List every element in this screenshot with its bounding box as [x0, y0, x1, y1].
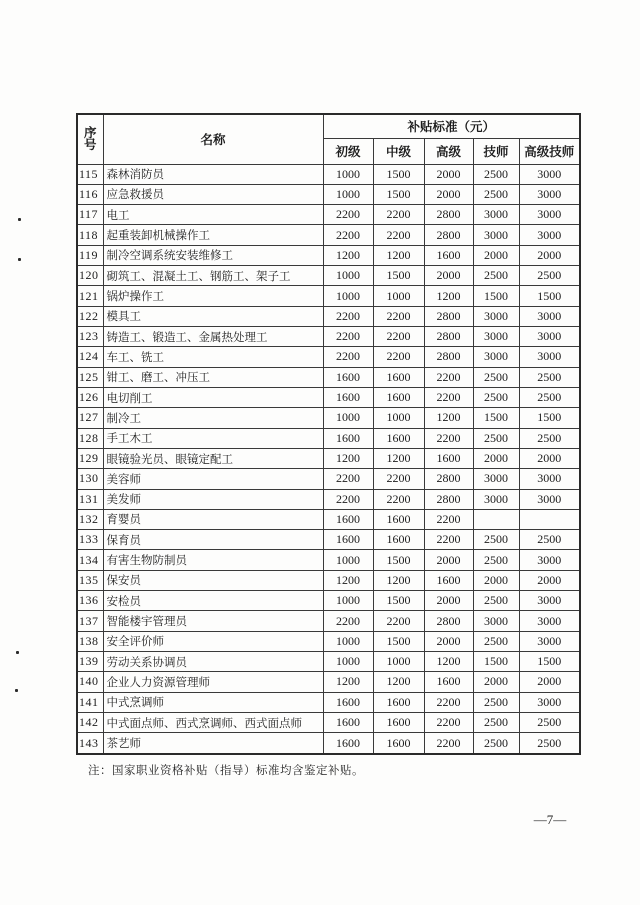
table-row — [77, 428, 580, 448]
row-subsidy-value: 2200 — [373, 489, 424, 509]
row-subsidy-value: 2800 — [424, 225, 473, 245]
row-subsidy-value: 2000 — [519, 570, 580, 590]
row-subsidy-value: 1000 — [323, 652, 373, 672]
row-occupation-name: 手工木工 — [103, 428, 323, 448]
row-subsidy-value: 2200 — [424, 733, 473, 754]
row-occupation-name: 森林消防员 — [103, 164, 323, 184]
row-subsidy-value: 3000 — [473, 225, 519, 245]
row-subsidy-value: 2500 — [473, 692, 519, 712]
table-row — [77, 205, 580, 225]
row-subsidy-value: 1600 — [323, 367, 373, 387]
row-subsidy-value: 1600 — [373, 692, 424, 712]
row-subsidy-value: 1600 — [323, 428, 373, 448]
row-subsidy-value: 1600 — [323, 530, 373, 550]
row-subsidy-value: 2000 — [424, 631, 473, 651]
row-subsidy-value: 1600 — [373, 733, 424, 754]
row-index: 124 — [77, 347, 103, 367]
row-subsidy-value: 3000 — [519, 550, 580, 570]
row-subsidy-value: 2500 — [473, 530, 519, 550]
header-level-technician: 技师 — [473, 138, 519, 164]
row-occupation-name: 中式烹调师 — [103, 692, 323, 712]
table-row — [77, 367, 580, 387]
row-subsidy-value: 1600 — [323, 387, 373, 407]
row-occupation-name: 车工、铣工 — [103, 347, 323, 367]
header-index-line2: 号 — [83, 138, 97, 153]
row-subsidy-value: 2500 — [473, 733, 519, 754]
row-subsidy-value: 1000 — [323, 550, 373, 570]
row-subsidy-value: 3000 — [519, 692, 580, 712]
row-subsidy-value: 2200 — [373, 347, 424, 367]
table-row — [77, 347, 580, 367]
header-row-group — [77, 114, 580, 138]
table-row — [77, 408, 580, 428]
row-subsidy-value: 1200 — [323, 672, 373, 692]
row-occupation-name: 中式面点师、西式烹调师、西式面点师 — [103, 712, 323, 732]
row-subsidy-value: 1200 — [323, 570, 373, 590]
table-row — [77, 611, 580, 631]
row-subsidy-value: 1500 — [473, 408, 519, 428]
row-subsidy-value: 2800 — [424, 327, 473, 347]
table-row — [77, 509, 580, 529]
row-index: 122 — [77, 306, 103, 326]
row-index: 133 — [77, 530, 103, 550]
row-subsidy-value: 1600 — [424, 570, 473, 590]
row-subsidy-value: 2500 — [519, 428, 580, 448]
row-occupation-name: 安全评价师 — [103, 631, 323, 651]
row-subsidy-value: 1200 — [323, 448, 373, 468]
row-subsidy-value: 2800 — [424, 469, 473, 489]
row-occupation-name: 锅炉操作工 — [103, 286, 323, 306]
row-subsidy-value: 3000 — [519, 631, 580, 651]
row-subsidy-value: 2000 — [424, 164, 473, 184]
row-subsidy-value: 2200 — [424, 428, 473, 448]
row-subsidy-value: 2000 — [519, 245, 580, 265]
row-subsidy-value: 2500 — [519, 530, 580, 550]
row-occupation-name: 钳工、磨工、冲压工 — [103, 367, 323, 387]
table-row — [77, 550, 580, 570]
table-row — [77, 245, 580, 265]
table-row — [77, 469, 580, 489]
row-index: 121 — [77, 286, 103, 306]
table-row — [77, 225, 580, 245]
table-row — [77, 184, 580, 204]
row-subsidy-value: 1000 — [323, 266, 373, 286]
row-subsidy-value: 2200 — [424, 387, 473, 407]
row-subsidy-value: 1500 — [373, 184, 424, 204]
row-subsidy-value: 2500 — [473, 367, 519, 387]
row-subsidy-value: 3000 — [473, 327, 519, 347]
row-subsidy-value: 2800 — [424, 205, 473, 225]
row-subsidy-value: 2800 — [424, 611, 473, 631]
row-subsidy-value: 2200 — [323, 489, 373, 509]
row-index: 132 — [77, 509, 103, 529]
row-subsidy-value: 3000 — [473, 347, 519, 367]
table-row — [77, 672, 580, 692]
row-subsidy-value: 1500 — [373, 266, 424, 286]
row-occupation-name: 电切削工 — [103, 387, 323, 407]
row-subsidy-value: 2000 — [519, 448, 580, 468]
row-occupation-name: 茶艺师 — [103, 733, 323, 754]
row-subsidy-value: 1200 — [424, 652, 473, 672]
table-row — [77, 712, 580, 732]
row-subsidy-value: 2500 — [473, 550, 519, 570]
row-index: 117 — [77, 205, 103, 225]
row-subsidy-value: 2500 — [473, 266, 519, 286]
row-subsidy-value: 2200 — [373, 327, 424, 347]
row-index: 131 — [77, 489, 103, 509]
row-subsidy-value: 3000 — [519, 591, 580, 611]
row-subsidy-value: 1500 — [373, 550, 424, 570]
row-index: 143 — [77, 733, 103, 754]
row-subsidy-value: 3000 — [519, 184, 580, 204]
scan-speck-dot — [18, 218, 21, 221]
header-level-advanced: 高级 — [424, 138, 473, 164]
row-subsidy-value: 1600 — [323, 509, 373, 529]
row-subsidy-value: 1600 — [373, 428, 424, 448]
row-index: 136 — [77, 591, 103, 611]
footnote: 注：国家职业资格补贴（指导）标准均含鉴定补贴。 — [88, 765, 364, 777]
row-subsidy-value: 1500 — [373, 591, 424, 611]
row-index: 141 — [77, 692, 103, 712]
row-subsidy-value: 3000 — [519, 306, 580, 326]
row-index: 134 — [77, 550, 103, 570]
row-subsidy-value: 2500 — [473, 428, 519, 448]
row-index: 115 — [77, 164, 103, 184]
row-subsidy-value: 1500 — [519, 286, 580, 306]
row-occupation-name: 模具工 — [103, 306, 323, 326]
row-subsidy-value: 1000 — [373, 408, 424, 428]
scan-speck-dot — [18, 258, 21, 261]
row-index: 142 — [77, 712, 103, 732]
row-subsidy-value: 3000 — [473, 469, 519, 489]
row-subsidy-value: 3000 — [519, 469, 580, 489]
row-subsidy-value: 2800 — [424, 306, 473, 326]
row-index: 116 — [77, 184, 103, 204]
row-occupation-name: 铸造工、锻造工、金属热处理工 — [103, 327, 323, 347]
row-occupation-name: 美容师 — [103, 469, 323, 489]
table-row — [77, 164, 580, 184]
table-row — [77, 530, 580, 550]
row-subsidy-value: 2200 — [373, 611, 424, 631]
row-subsidy-value: 1600 — [424, 448, 473, 468]
header-index-line1: 序 — [83, 126, 97, 141]
row-subsidy-value — [519, 509, 580, 529]
row-subsidy-value: 2200 — [323, 306, 373, 326]
row-subsidy-value: 2200 — [373, 306, 424, 326]
header-index — [77, 114, 103, 164]
subsidy-table — [76, 113, 581, 755]
row-subsidy-value: 3000 — [473, 306, 519, 326]
row-subsidy-value: 1500 — [519, 408, 580, 428]
row-subsidy-value: 1600 — [323, 712, 373, 732]
row-subsidy-value: 2500 — [473, 631, 519, 651]
row-index: 140 — [77, 672, 103, 692]
row-subsidy-value: 1200 — [373, 448, 424, 468]
row-subsidy-value: 2000 — [473, 672, 519, 692]
header-level-intermediate: 中级 — [373, 138, 424, 164]
row-occupation-name: 企业人力资源管理师 — [103, 672, 323, 692]
row-subsidy-value: 2200 — [424, 367, 473, 387]
row-subsidy-value: 2800 — [424, 347, 473, 367]
row-occupation-name: 起重装卸机械操作工 — [103, 225, 323, 245]
row-subsidy-value: 3000 — [519, 327, 580, 347]
row-occupation-name: 保育员 — [103, 530, 323, 550]
row-subsidy-value: 2500 — [473, 184, 519, 204]
row-subsidy-value: 2500 — [473, 712, 519, 732]
table-row — [77, 387, 580, 407]
row-subsidy-value: 2200 — [424, 509, 473, 529]
row-subsidy-value: 1600 — [373, 530, 424, 550]
row-subsidy-value: 1000 — [323, 164, 373, 184]
row-subsidy-value: 1500 — [373, 164, 424, 184]
row-subsidy-value: 2800 — [424, 489, 473, 509]
row-subsidy-value: 2500 — [473, 591, 519, 611]
row-subsidy-value: 3000 — [473, 205, 519, 225]
table-row — [77, 733, 580, 754]
row-occupation-name: 制冷工 — [103, 408, 323, 428]
row-subsidy-value: 2200 — [323, 327, 373, 347]
row-subsidy-value: 2000 — [473, 245, 519, 265]
row-index: 125 — [77, 367, 103, 387]
table-row — [77, 570, 580, 590]
row-subsidy-value — [473, 509, 519, 529]
row-subsidy-value: 2500 — [519, 733, 580, 754]
row-subsidy-value: 2200 — [373, 205, 424, 225]
row-occupation-name: 安检员 — [103, 591, 323, 611]
row-subsidy-value: 1000 — [323, 286, 373, 306]
row-subsidy-value: 1600 — [424, 245, 473, 265]
row-subsidy-value: 2500 — [519, 712, 580, 732]
row-subsidy-value: 3000 — [519, 164, 580, 184]
row-subsidy-value: 2500 — [519, 387, 580, 407]
row-subsidy-value: 1000 — [323, 184, 373, 204]
row-subsidy-value: 2000 — [424, 184, 473, 204]
row-subsidy-value: 2200 — [373, 225, 424, 245]
row-subsidy-value: 1000 — [323, 408, 373, 428]
row-subsidy-value: 1200 — [373, 570, 424, 590]
row-occupation-name: 应急救援员 — [103, 184, 323, 204]
row-index: 123 — [77, 327, 103, 347]
header-subsidy-group: 补贴标准（元） — [323, 114, 580, 138]
row-subsidy-value: 2200 — [323, 611, 373, 631]
row-subsidy-value: 2200 — [424, 530, 473, 550]
row-occupation-name: 眼镜验光员、眼镜定配工 — [103, 448, 323, 468]
row-subsidy-value: 3000 — [519, 225, 580, 245]
row-subsidy-value: 1200 — [424, 286, 473, 306]
scan-speck-dot — [15, 689, 18, 692]
row-index: 118 — [77, 225, 103, 245]
row-subsidy-value: 3000 — [519, 611, 580, 631]
row-subsidy-value: 2200 — [323, 347, 373, 367]
row-subsidy-value: 2000 — [424, 266, 473, 286]
row-subsidy-value: 1600 — [373, 509, 424, 529]
row-subsidy-value: 1200 — [373, 245, 424, 265]
row-subsidy-value: 2200 — [323, 205, 373, 225]
row-subsidy-value: 1500 — [373, 631, 424, 651]
row-subsidy-value: 2200 — [373, 469, 424, 489]
row-subsidy-value: 2200 — [323, 469, 373, 489]
row-subsidy-value: 1600 — [323, 733, 373, 754]
table-row — [77, 448, 580, 468]
row-subsidy-value: 1200 — [373, 672, 424, 692]
row-subsidy-value: 3000 — [473, 489, 519, 509]
row-subsidy-value: 3000 — [473, 611, 519, 631]
row-subsidy-value: 3000 — [519, 489, 580, 509]
table-row — [77, 327, 580, 347]
row-occupation-name: 劳动关系协调员 — [103, 652, 323, 672]
row-subsidy-value: 1200 — [323, 245, 373, 265]
table-row — [77, 306, 580, 326]
row-subsidy-value: 1500 — [519, 652, 580, 672]
row-subsidy-value: 1600 — [323, 692, 373, 712]
row-index: 138 — [77, 631, 103, 651]
row-occupation-name: 育婴员 — [103, 509, 323, 529]
row-occupation-name: 美发师 — [103, 489, 323, 509]
row-subsidy-value: 2000 — [473, 448, 519, 468]
row-subsidy-value: 1000 — [323, 631, 373, 651]
row-index: 119 — [77, 245, 103, 265]
row-subsidy-value: 1500 — [473, 286, 519, 306]
row-subsidy-value: 3000 — [519, 205, 580, 225]
row-subsidy-value: 2500 — [519, 266, 580, 286]
row-subsidy-value: 2500 — [473, 387, 519, 407]
row-subsidy-value: 2500 — [519, 367, 580, 387]
row-subsidy-value: 1200 — [424, 408, 473, 428]
table-row — [77, 591, 580, 611]
row-subsidy-value: 2000 — [519, 672, 580, 692]
row-subsidy-value: 1000 — [373, 652, 424, 672]
row-index: 120 — [77, 266, 103, 286]
row-occupation-name: 电工 — [103, 205, 323, 225]
row-index: 137 — [77, 611, 103, 631]
row-index: 139 — [77, 652, 103, 672]
row-subsidy-value: 2200 — [424, 712, 473, 732]
table-row — [77, 489, 580, 509]
row-subsidy-value: 1600 — [373, 712, 424, 732]
header-level-beginner: 初级 — [323, 138, 373, 164]
row-subsidy-value: 1000 — [323, 591, 373, 611]
table-header — [77, 114, 580, 164]
row-index: 129 — [77, 448, 103, 468]
table-row — [77, 286, 580, 306]
row-index: 130 — [77, 469, 103, 489]
header-level-senior-technician: 高级技师 — [519, 138, 580, 164]
scan-speck-dot — [16, 651, 19, 654]
row-subsidy-value: 2200 — [424, 692, 473, 712]
row-subsidy-value: 1600 — [373, 387, 424, 407]
table-row — [77, 631, 580, 651]
row-index: 127 — [77, 408, 103, 428]
row-subsidy-value: 2200 — [323, 225, 373, 245]
table-body — [77, 164, 580, 754]
row-subsidy-value: 1600 — [424, 672, 473, 692]
header-name: 名称 — [103, 114, 323, 164]
row-index: 135 — [77, 570, 103, 590]
row-index: 126 — [77, 387, 103, 407]
row-subsidy-value: 1500 — [473, 652, 519, 672]
row-subsidy-value: 2000 — [424, 550, 473, 570]
row-subsidy-value: 1000 — [373, 286, 424, 306]
row-occupation-name: 砌筑工、混凝土工、钢筋工、架子工 — [103, 266, 323, 286]
row-subsidy-value: 1600 — [373, 367, 424, 387]
row-subsidy-value: 2500 — [473, 164, 519, 184]
page-number: —7— — [533, 812, 567, 827]
row-index: 128 — [77, 428, 103, 448]
row-occupation-name: 有害生物防制员 — [103, 550, 323, 570]
table-row — [77, 652, 580, 672]
table-row — [77, 692, 580, 712]
row-subsidy-value: 2000 — [473, 570, 519, 590]
row-occupation-name: 制冷空调系统安装维修工 — [103, 245, 323, 265]
row-subsidy-value: 2000 — [424, 591, 473, 611]
row-occupation-name: 智能楼宇管理员 — [103, 611, 323, 631]
row-subsidy-value: 3000 — [519, 347, 580, 367]
row-occupation-name: 保安员 — [103, 570, 323, 590]
table-row — [77, 266, 580, 286]
